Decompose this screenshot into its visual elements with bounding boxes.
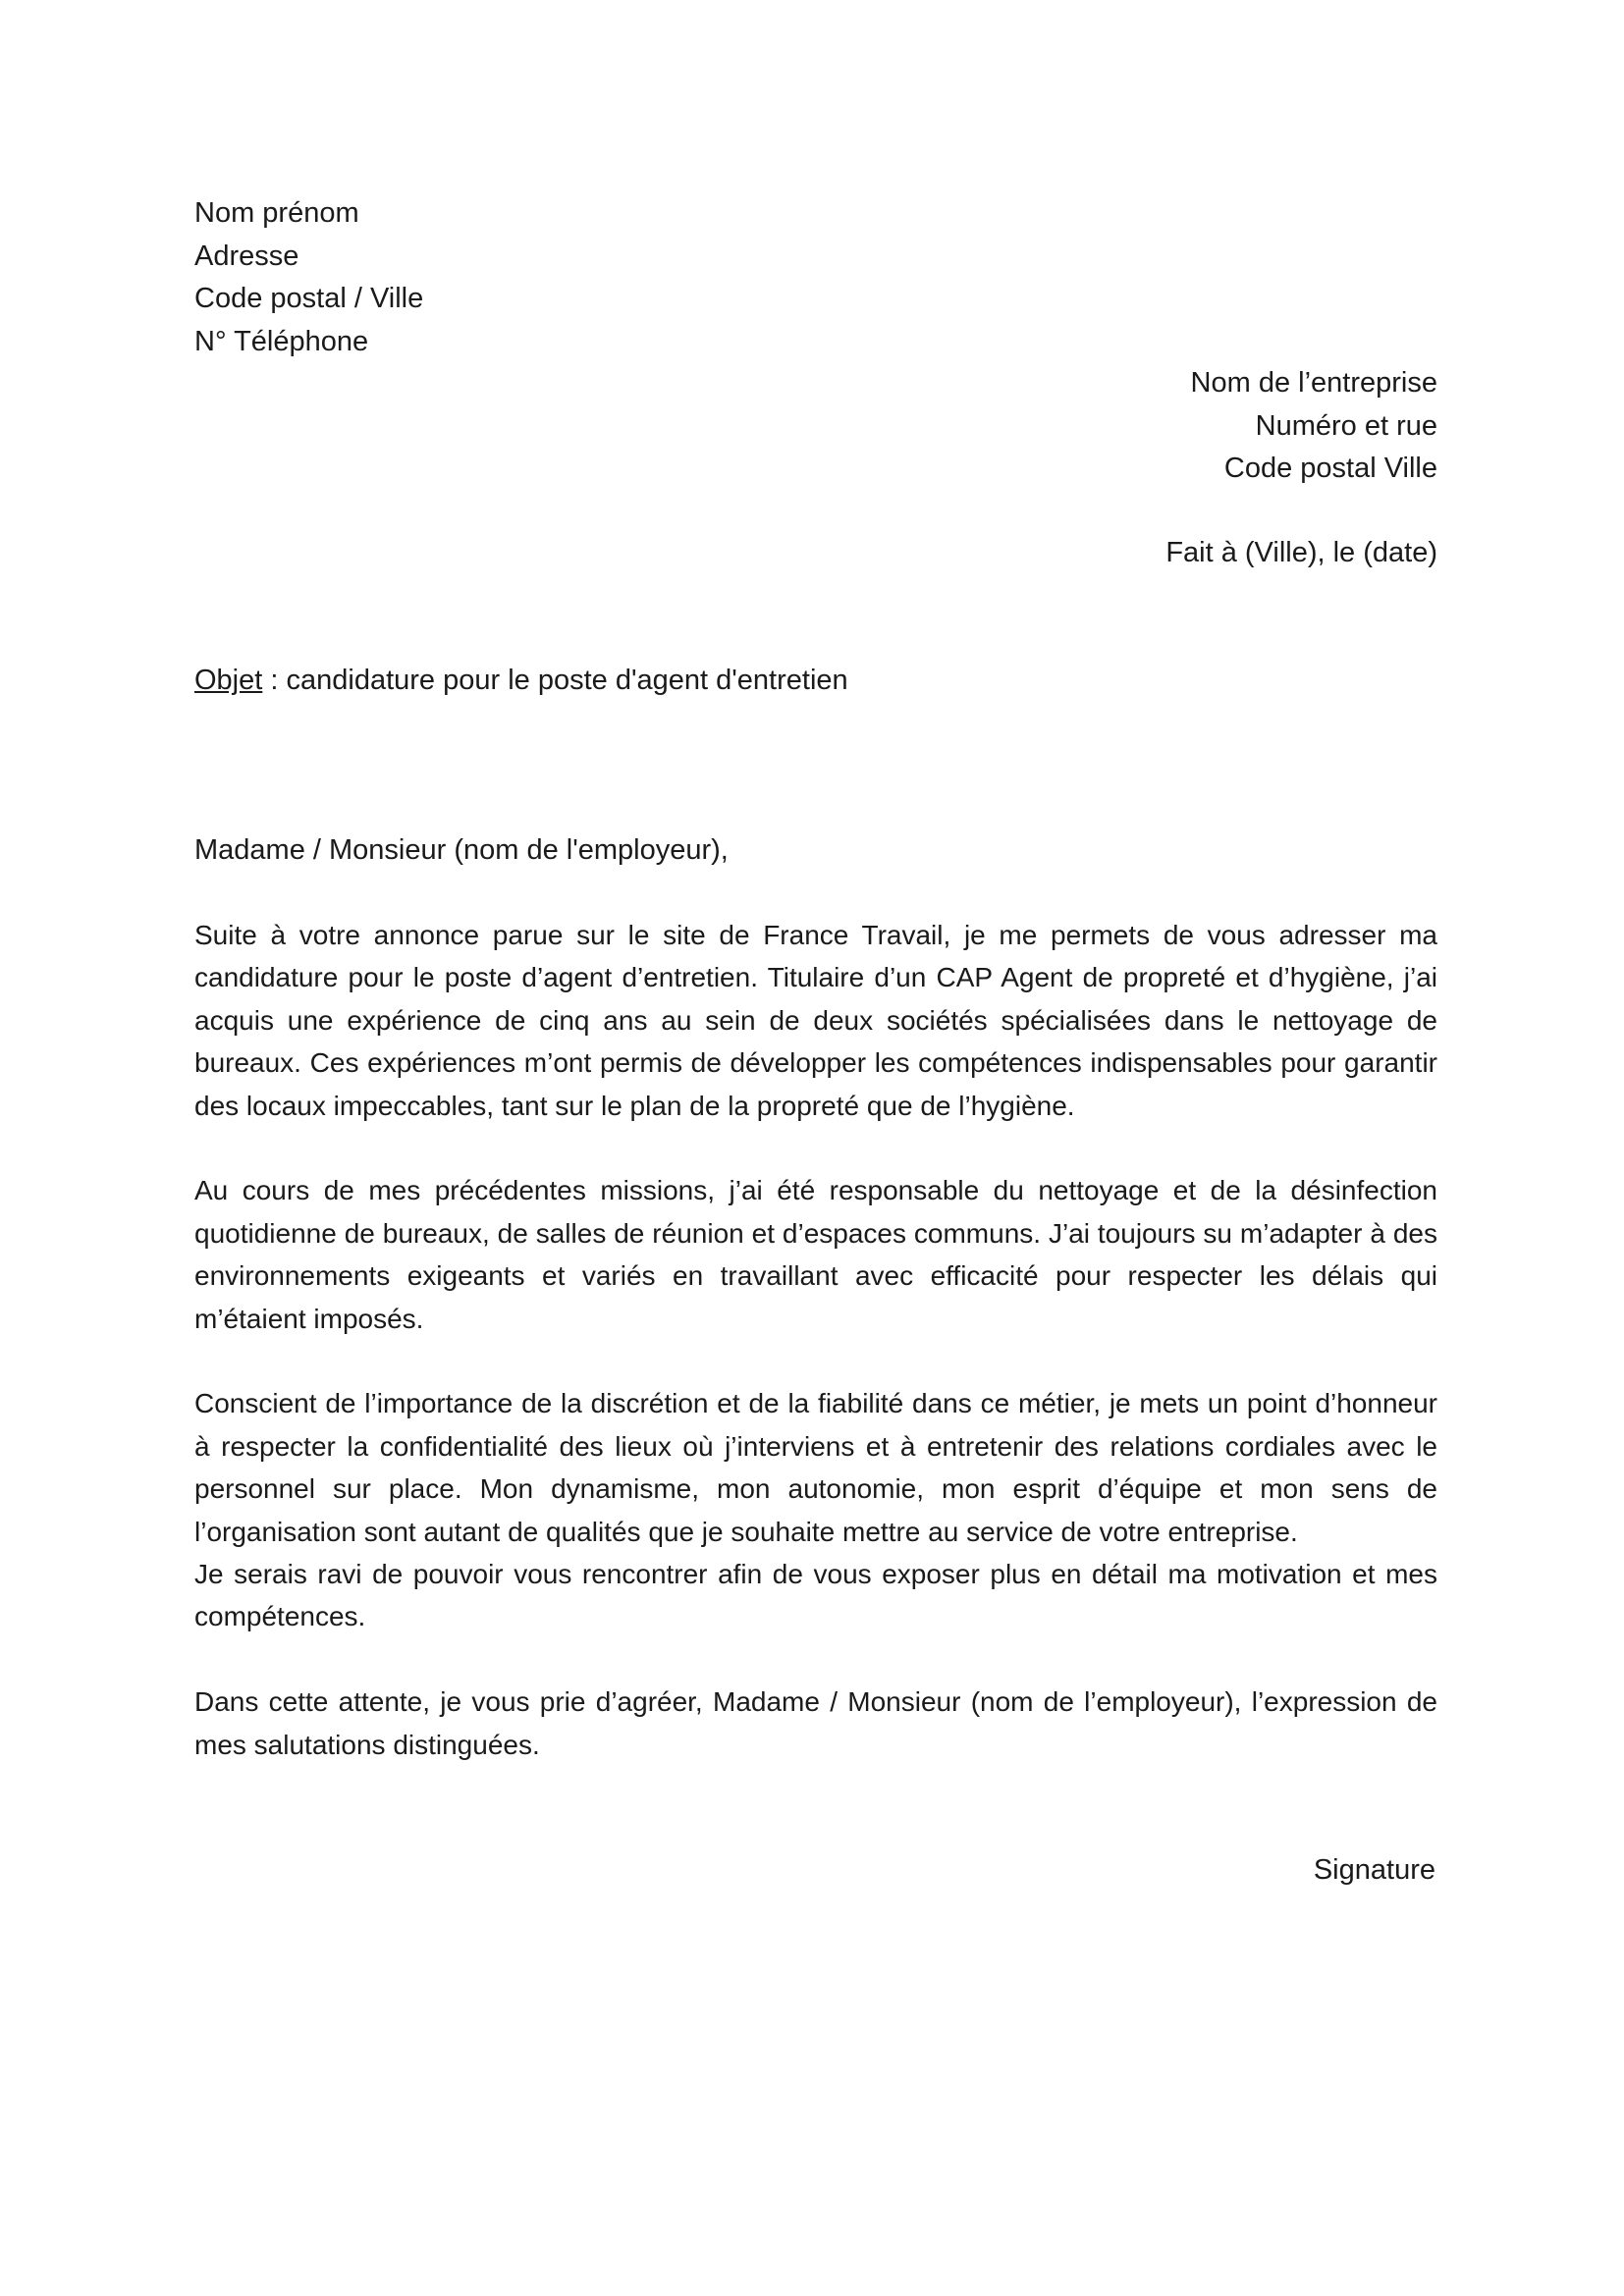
paragraph-experience: Au cours de mes précédentes missions, j’ai été responsable du nettoyage et de la désinfection quotidienne de bureaux, de salles de réunion et d’espaces communs. J’ai toujours su m’adapter à des environnements exigeants et variés en travaillant avec efficacité pour respecter les délais qui m’étaient imposés. [194,1175,1437,1334]
subject-line [194,660,848,703]
recipient-block [1191,362,1437,491]
sender-address: Adresse [194,240,299,272]
salutation: Madame / Monsieur (nom de l'employeur), [194,834,729,866]
place-date: Fait à (Ville), le (date) [1165,537,1437,568]
subject-label: Objet [194,665,263,696]
recipient-company: Nom de l’entreprise [1190,367,1437,399]
paragraph-closing: Dans cette attente, je vous prie d’agréer, Madame / Monsieur (nom de l’employeur), l’expression de mes salutations distinguées. [194,1686,1437,1760]
sender-city: Code postal / Ville [194,283,424,314]
sender-name: Nom prénom [194,197,359,229]
recipient-city: Code postal Ville [1223,453,1437,484]
subject-text: : candidature pour le poste d'agent d'entretien [262,665,848,696]
paragraph-qualities: Conscient de l’importance de la discrétion et de la fiabilité dans ce métier, je mets un point d’honneur à respecter la confidentialité des lieux où j’interviens et à entretenir des relations cordiales avec le personnel sur place. Mon dynamisme, mon autonomie, mon esprit d’équipe et mon sens de l’organisation sont autant de qualités que je souhaite mettre au service de votre entreprise. [194,1388,1437,1547]
letter-body [194,914,1437,1766]
signature: Signature [1313,1854,1435,1886]
recipient-street: Numéro et rue [1255,409,1437,442]
sender-block [194,192,423,363]
paragraph-meeting: Je serais ravi de pouvoir vous rencontrer afin de vous exposer plus en détail ma motivation et mes compétences. [194,1559,1437,1632]
sender-phone: N° Téléphone [194,325,369,357]
paragraph-intro: Suite à votre annonce parue sur le site de France Travail, je me permets de vous adresser ma candidature pour le poste d’agent d’entretien. Titulaire d’un CAP Agent de propreté et d’hygiène, j’ai acquis une expérience de cinq ans au sein de deux sociétés spécialisées dans le nettoyage de bureaux. Ces expériences m’ont permis de développer les compétences indispensables pour garantir des locaux impeccables, tant sur le plan de la propreté que de l’hygiène. [194,920,1437,1121]
